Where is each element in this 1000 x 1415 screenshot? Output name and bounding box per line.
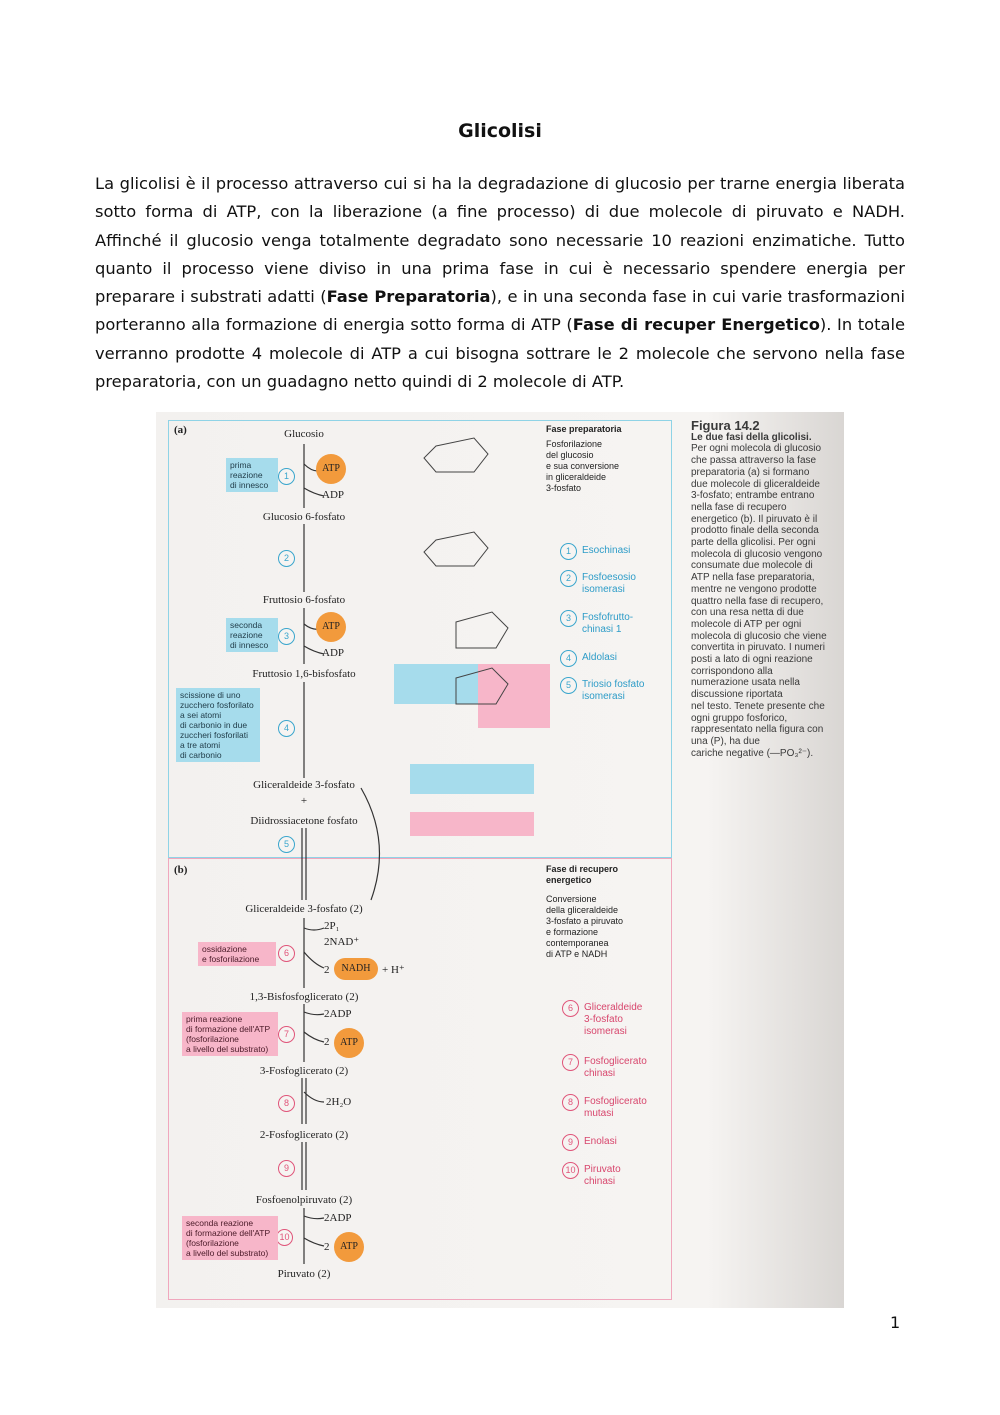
step-8-badge: 8 bbox=[278, 1095, 295, 1112]
step-4-badge: 4 bbox=[278, 720, 295, 737]
atp-consumed-2: ATP bbox=[316, 612, 346, 642]
step-10-badge: 10 bbox=[276, 1229, 293, 1246]
intro-paragraph bbox=[95, 170, 905, 396]
enzyme-10-badge: 10 bbox=[562, 1162, 579, 1179]
enzyme-8-badge: 8 bbox=[562, 1094, 579, 1111]
nadh-output: NADH bbox=[334, 958, 378, 980]
metabolite-2-phosphoglycerate: 2-Fosfoglicerato (2) bbox=[259, 1129, 349, 1141]
h-plus-output: + H⁺ bbox=[382, 964, 405, 976]
figure-caption bbox=[691, 420, 841, 759]
step-9-badge: 9 bbox=[278, 1160, 295, 1177]
metabolite-glucose-6-phosphate: Glucosio 6-fosfato bbox=[262, 511, 346, 523]
adp-input-2: 2ADP bbox=[324, 1212, 352, 1224]
page-number: 1 bbox=[890, 1313, 901, 1332]
note-first-atp: prima reazione di formazione dell'ATP (fosforilazione a livello del substrato) bbox=[182, 1012, 278, 1056]
nadh-coefficient: 2 bbox=[324, 964, 330, 976]
panel-a-label: (a) bbox=[174, 424, 187, 436]
atp-produced-2: ATP bbox=[334, 1232, 364, 1262]
metabolite-glyceraldehyde-3-phosphate-2: Gliceraldeide 3-fosfato (2) bbox=[245, 903, 363, 915]
note-oxidation: ossidazione e fosforilazione bbox=[198, 942, 276, 966]
note-cleavage: scissione di uno zucchero fosforilato a sei atomi di carbonio in due zuccheri fosforilati a tre atomi di carbonio bbox=[176, 688, 260, 762]
atp-coefficient-2: 2 bbox=[324, 1241, 330, 1253]
enzyme-5-badge: 5 bbox=[560, 677, 577, 694]
atp-coefficient-1: 2 bbox=[324, 1036, 330, 1048]
metabolite-fructose-6-phosphate: Fruttosio 6-fosfato bbox=[262, 594, 346, 606]
step-6-badge: 6 bbox=[278, 945, 295, 962]
intro-text-1: La glicolisi è il processo attraverso cui si ha la degradazione di glucosio per trarne energia liberata sotto forma di ATP, con la liberazione (a fine processo) di due molecole di piruvato e NADH. Affinché il glucosio venga totalmente degradato sono necessarie 10 reazioni enzimatiche. Tutto quanto il processo viene diviso in una prima fase in cui è necessario spendere energia per preparare i substrati adatti ( bbox=[95, 174, 905, 307]
nad-input: 2NAD⁺ bbox=[324, 936, 360, 948]
enzyme-g3p-isomerase: Gliceraldeide 3-fosfato isomerasi bbox=[584, 1002, 643, 1037]
enzyme-9-badge: 9 bbox=[562, 1134, 579, 1151]
enzyme-triose-phosphate-isomerase: Triosio fosfato isomerasi bbox=[582, 679, 645, 702]
phosphate-input: 2P₁ bbox=[324, 920, 340, 932]
enzyme-phosphohexose-isomerase: Fosfoesosio isomerasi bbox=[582, 572, 636, 595]
intro-text-3: ). In totale verranno prodotte 4 molecole di ATP a cui bisogna sottrare le 2 molecole che servono nella fase preparatoria, con un guadagno netto quindi di 2 molecole di ATP. bbox=[95, 315, 905, 392]
metabolite-1-3-bisphosphoglycerate: 1,3-Bisfosfoglicerato (2) bbox=[249, 991, 359, 1003]
metabolite-dihydroxyacetone-phosphate: Diidrossiacetone fosfato bbox=[250, 815, 358, 827]
note-second-atp: seconda reazione di formazione dell'ATP (fosforilazione a livello del substrato) bbox=[182, 1216, 278, 1260]
phase-a-description: Fase preparatoria Fosforilazione del glucosio e sua conversione in gliceraldeide 3-fosfato bbox=[546, 424, 622, 493]
intro-text-2: ), e in una seconda fase in cui varie trasformazioni porteranno alla formazione di energia sotto forma di ATP ( bbox=[95, 287, 905, 335]
step-5-badge: 5 bbox=[278, 836, 295, 853]
enzyme-phosphoglycerate-kinase: Fosfoglicerato chinasi bbox=[584, 1056, 647, 1079]
intro-bold-phase-2: Fase di recuper Energetico bbox=[572, 315, 820, 335]
enzyme-phosphoglycerate-mutase: Fosfoglicerato mutasi bbox=[584, 1096, 647, 1119]
enzyme-6-badge: 6 bbox=[562, 1000, 579, 1017]
enzyme-7-badge: 7 bbox=[562, 1054, 579, 1071]
step-2-badge: 2 bbox=[278, 550, 295, 567]
adp-input-1: 2ADP bbox=[324, 1008, 352, 1020]
enzyme-phosphofructokinase: Fosfofrutto- chinasi 1 bbox=[582, 612, 634, 635]
step-7-badge: 7 bbox=[278, 1026, 295, 1043]
panel-b-label: (b) bbox=[174, 864, 188, 876]
metabolite-3-phosphoglycerate: 3-Fosfoglicerato (2) bbox=[259, 1065, 349, 1077]
adp-produced-1: ADP bbox=[322, 489, 345, 501]
phase-b-description: Fase di recupero energetico Conversione della gliceraldeide 3-fosfato a piruvato e formazione contemporanea di ATP e NADH bbox=[546, 864, 624, 959]
metabolite-glucose: Glucosio bbox=[284, 428, 324, 440]
water-output: 2H₂O bbox=[326, 1096, 352, 1108]
figure-subtitle: Le due fasi della glicolisi. bbox=[691, 431, 812, 443]
intro-bold-phase-1: Fase Preparatoria bbox=[326, 287, 491, 307]
glycolysis-figure bbox=[156, 412, 844, 1308]
enzyme-pyruvate-kinase: Piruvato chinasi bbox=[584, 1164, 621, 1187]
note-first-priming: prima reazione di innesco bbox=[226, 458, 278, 492]
note-second-priming: seconda reazione di innesco bbox=[226, 618, 278, 652]
page-title: Glicolisi bbox=[458, 120, 542, 142]
enzyme-enolase: Enolasi bbox=[584, 1136, 617, 1147]
enzyme-2-badge: 2 bbox=[560, 570, 577, 587]
atp-consumed-1: ATP bbox=[316, 454, 346, 484]
caption-lines: Per ogni molecola di glucosio che passa attraverso la fase preparatoria (a) si formano due molecole di gliceraldeide 3-fosfato; entrambe entrano nella fase di recupero energetico (b). Il piruvato è il prodotto finale della seconda parte della glicolisi. Per ogni molecola di glucosio vengono consumate due molecole di ATP nella fase preparatoria, mentre ne vengono prodotte quattro nella fase di recupero, con una resa netta di due molecole di ATP per ogni molecola di glucosio che viene convertita in piruvato. I numeri posti a lato di ogni reazione corrispondono alla numerazione usata nella discussione riportata nel testo. Tenete presente che ogni gruppo fosforico, rappresentato nella figura con una (P), ha due cariche negative (—PO₃²⁻). bbox=[691, 443, 827, 759]
adp-produced-2: ADP bbox=[322, 647, 345, 659]
metabolite-glyceraldehyde-3-phosphate: Gliceraldeide 3-fosfato bbox=[253, 779, 355, 791]
plus-sign: + bbox=[300, 795, 308, 807]
step-3-badge: 3 bbox=[278, 628, 295, 645]
enzyme-3-badge: 3 bbox=[560, 610, 577, 627]
step-1-badge: 1 bbox=[278, 468, 295, 485]
metabolite-fructose-1-6-bisphosphate: Fruttosio 1,6-bisfosfato bbox=[252, 668, 356, 680]
enzyme-1-badge: 1 bbox=[560, 543, 577, 560]
figure-number: Figura 14.2 bbox=[691, 418, 760, 433]
atp-produced-1: ATP bbox=[334, 1028, 364, 1058]
enzyme-4-badge: 4 bbox=[560, 650, 577, 667]
enzyme-aldolase: Aldolasi bbox=[582, 652, 618, 663]
metabolite-phosphoenolpyruvate: Fosfoenolpiruvato (2) bbox=[255, 1194, 353, 1206]
enzyme-hexokinase: Esochinasi bbox=[582, 545, 631, 556]
metabolite-pyruvate: Piruvato (2) bbox=[277, 1268, 331, 1280]
